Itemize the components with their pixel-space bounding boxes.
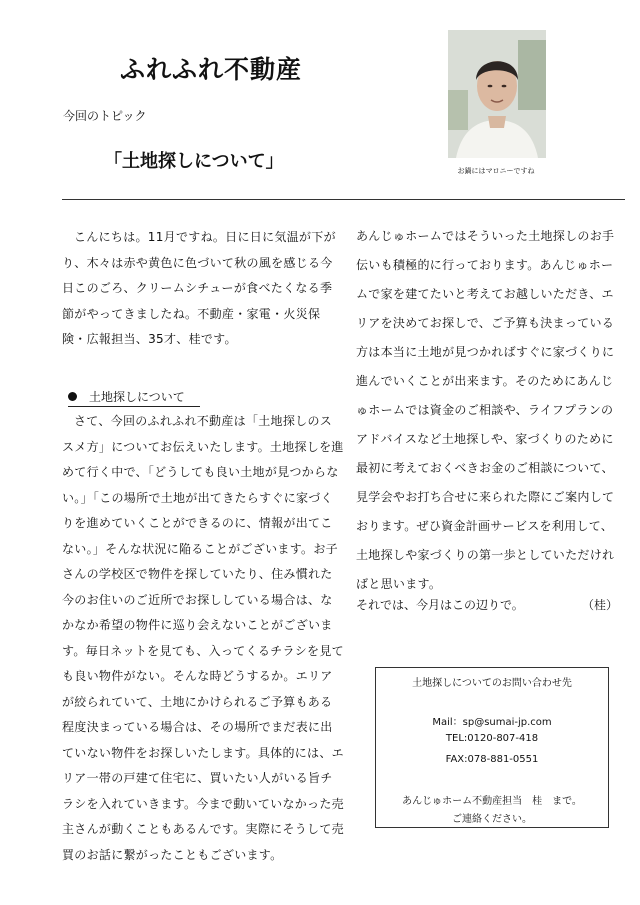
author-photo-illustration (448, 30, 546, 158)
intro-paragraph (62, 225, 340, 353)
section-heading-text: 土地探しについて (89, 390, 185, 404)
closing-line (356, 596, 624, 613)
right-column (356, 222, 624, 599)
contact-heading: 土地探しについてのお問い合わせ先 (412, 678, 572, 689)
bullet-icon (68, 392, 77, 401)
page-title: ふれふれ不動産 (120, 55, 303, 84)
signature: （桂） (581, 598, 618, 612)
intro-text: こんにちは。11月ですね。日に日に気温が下がり、木々は赤や黄色に色づいて秋の風を感じる今日このごろ、クリームシチューが食べたくなる季節がやってきましたね。不動産・家電・火災保険・広報担当、35才、桂です。 (62, 230, 336, 346)
section-body (62, 409, 344, 868)
closing-text: それでは、今月はこの辺りで。 (356, 598, 524, 612)
photo-caption: お鍋にはマロニーですね (457, 167, 535, 175)
contact-box (375, 667, 609, 828)
contact-note: ご連絡ください。 (452, 814, 532, 825)
contact-staff: あんじゅホーム不動産担当 桂 まで。 (402, 796, 582, 807)
contact-tel: TEL:0120-807-418 (445, 733, 539, 744)
author-photo (448, 30, 546, 158)
section-body-text: さて、今回のふれふれ不動産は「土地探しのススメ方」についてお伝えいたします。土地探しを進めて行く中で、「どうしても良い土地が見つからない。」「この場所で土地が出てきたらすぐに家づくりを進めていくことができるのに、情報が出てこない。」そんな状況に陥ることがございます。お子さんの学校区で物件を探していたり、住み慣れた今のお住いのご近所でお探ししている場合は、なかなか希望の物件に巡り会えないことがございます。毎日ネットを見ても、入ってくるチラシを見ても良い物件がない。そんな時どうするか。エリアが絞られていて、土地にかけられるご予算もある程度決まっている場合は、その場所でまだ表に出ていない物件をお探しいたします。具体的には、エリア一帯の戸建て住宅に、買いたい人がいる旨チラシを入れていきます。今まで動いていなかった売主さんが動くこともあるんです。実際にそうして売買のお話に繋がったこともございます。 (62, 414, 344, 862)
divider (62, 199, 625, 200)
contact-fax: FAX:078-881-0551 (445, 754, 539, 765)
section-heading (68, 388, 200, 407)
topic-label: 今回のトピック (63, 109, 147, 123)
topic-title: 「土地探しについて」 (104, 151, 284, 172)
right-column-text: あんじゅホームではそういった土地探しのお手伝いも積極的に行っております。あんじゅホームで家を建てたいと考えてお越しいただき、エリアを決めてお探しで、ご予算も決まっている方は本当に土地が見つかればすぐに家づくりに進んでいくことが出来ます。そのためにあんじゅホームでは資金のご相談や、ライフプランのアドバイスなど土地探しや、家づくりのために最初に考えておくべきお金のご相談について、見学会やお打ち合せに来られた際にご案内しております。ぜひ資金計画サービスを利用して、土地探しや家づくりの第一歩としていただければと思います。 (356, 229, 615, 591)
contact-mail: Mail：sp@sumai-jp.com (432, 717, 552, 728)
